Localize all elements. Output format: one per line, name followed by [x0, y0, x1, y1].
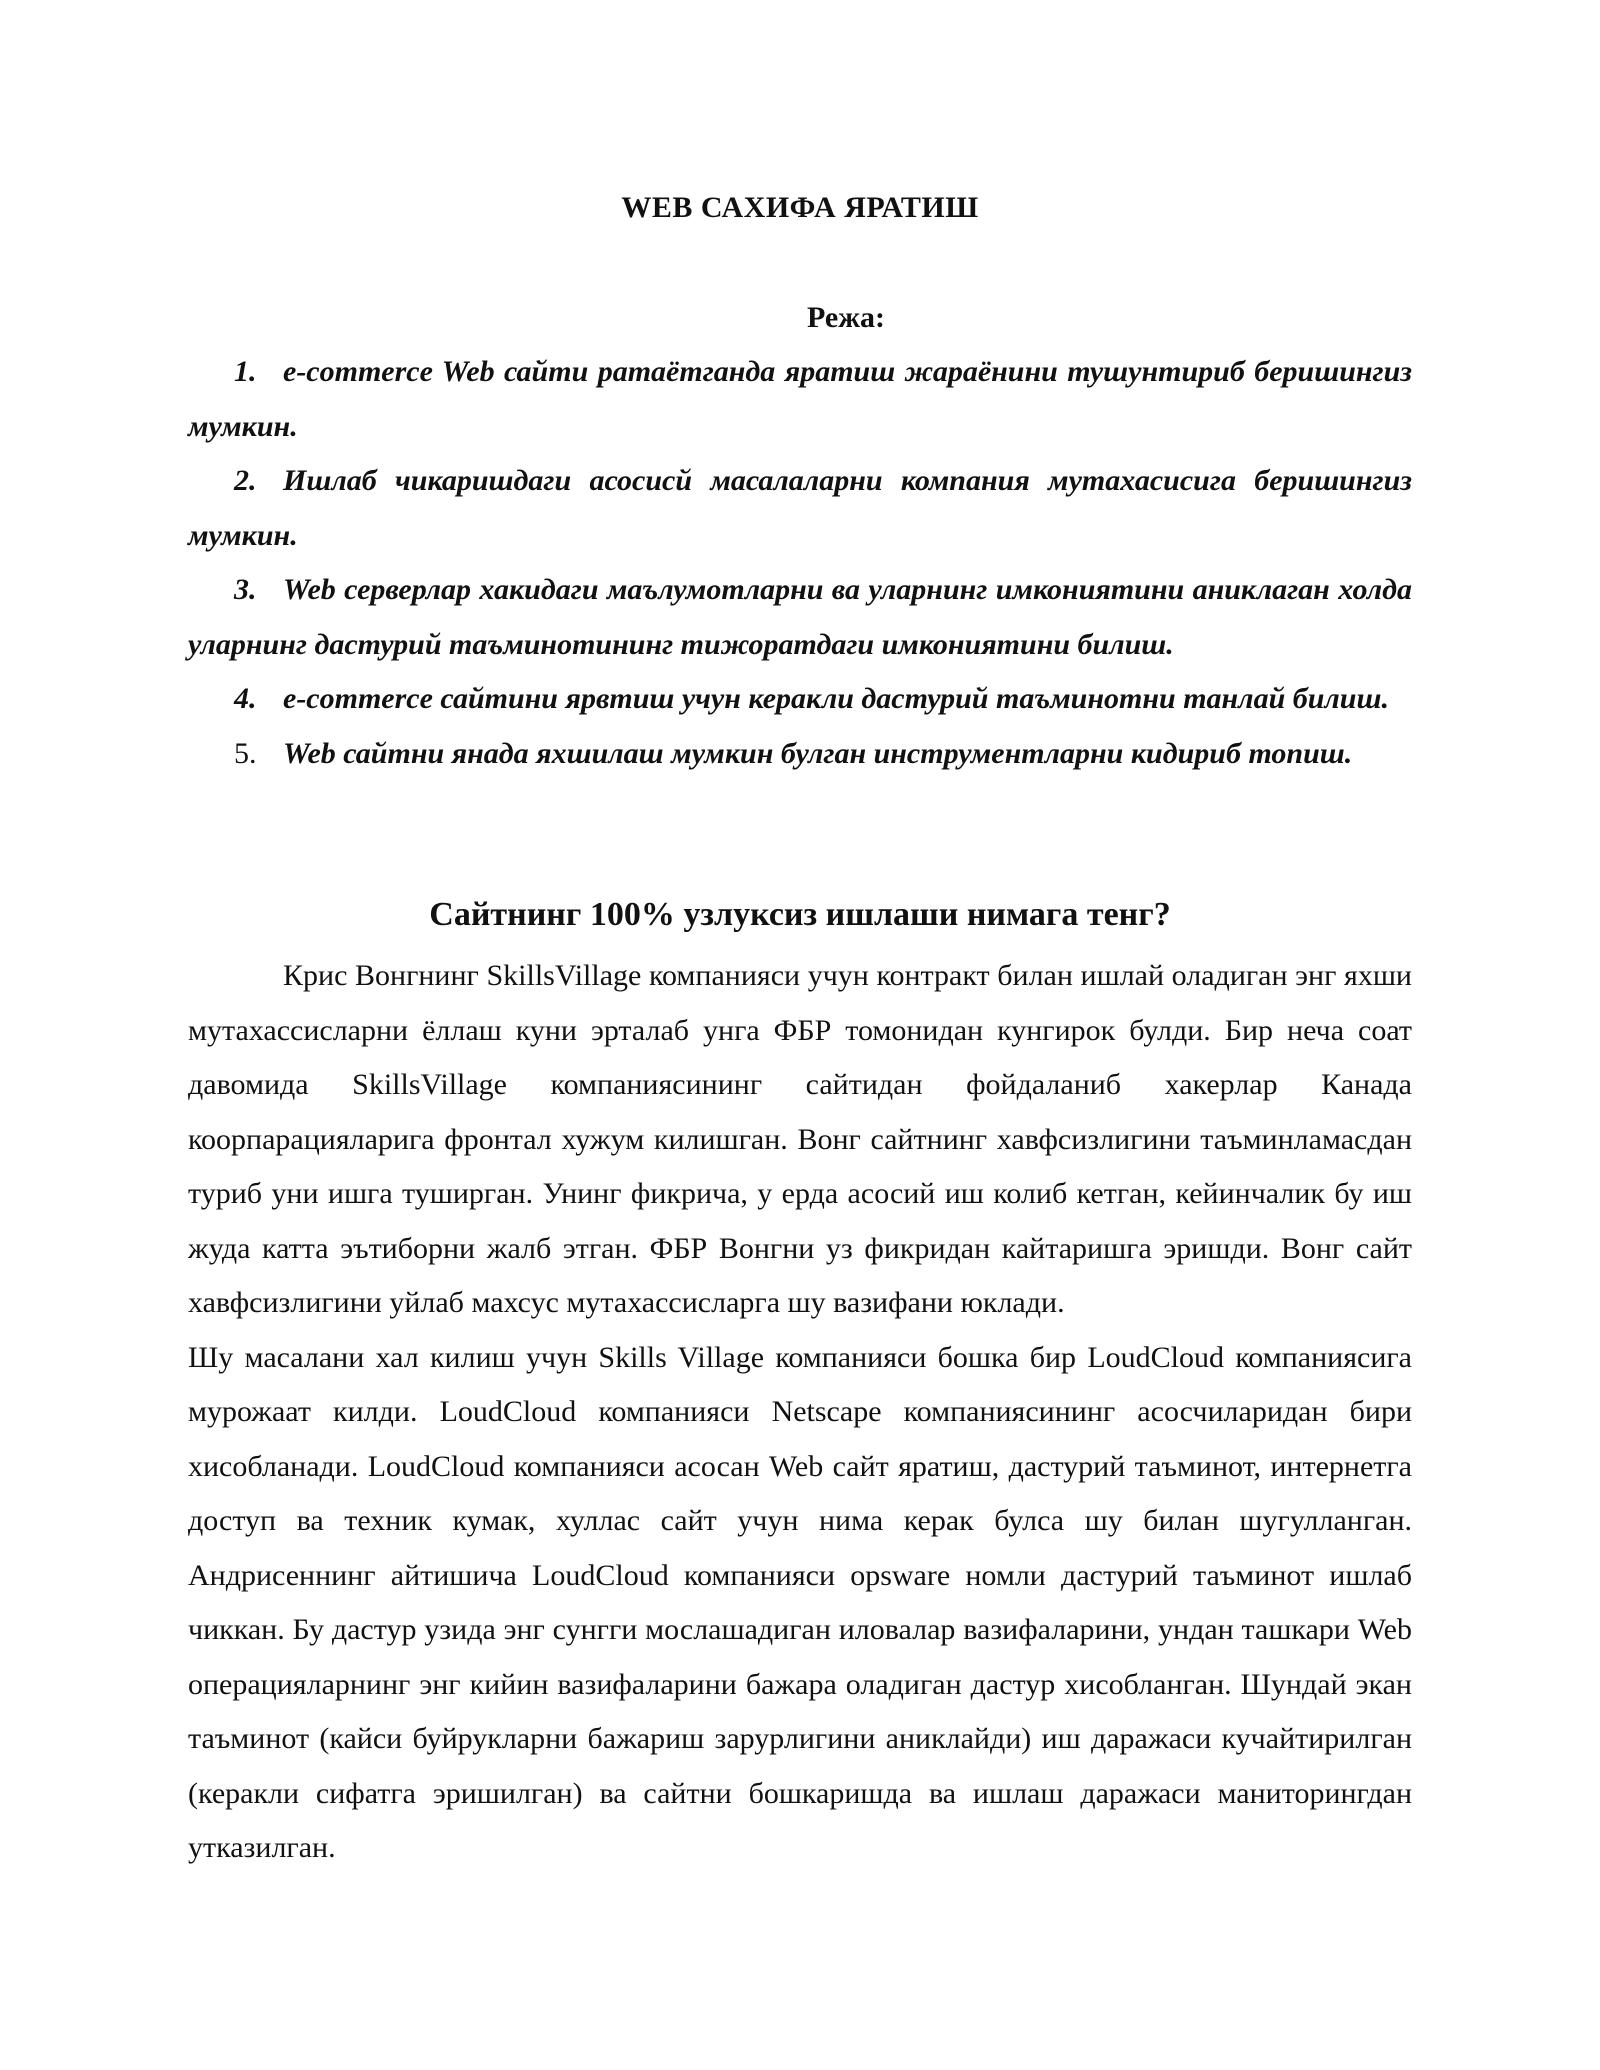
- body-text: [188, 949, 1412, 1876]
- plan-item-number: 3.: [234, 573, 257, 606]
- plan-item: [188, 727, 1412, 782]
- plan-item-text: e-commerce Web сайти ратаётганда яратиш жараёнини тушунтириб беришингиз мумкин.: [188, 355, 1412, 443]
- body-paragraph: Крис Вонгнинг SkillsVillage компанияси учун контракт билан ишлай оладиган энг яхши мутахассисларни ёллаш куни эрталаб унга ФБР томонидан кунгирок булди. Бир неча соат давомида SkillsVillage компаниясининг сайтидан фойдаланиб хакерлар Канада коорпарацияларига фронтал хужум килишган. Вонг сайтнинг хавфсизлигини таъминламасдан туриб уни ишга туширган. Унинг фикрича, у ерда асосий иш колиб кетган, кейинчалик бу иш жуда катта эътиборни жалб этган. ФБР Вонгни уз фикридан кайтаришга эришди. Вонг сайт хавфсизлигини уйлаб махсус мутахассисларга шу вазифани юклади.: [188, 959, 1412, 1319]
- section-heading: Сайтнинг 100% узлуксиз ишлаши нимага тенг?: [429, 896, 1171, 933]
- plan-item-text: Ишлаб чикаришдаги асосисй масалаларни компания мутахасисига беришингиз мумкин.: [188, 464, 1412, 552]
- plan-heading: Режа:: [807, 301, 885, 334]
- plan-item: [188, 454, 1412, 563]
- plan-item-number: 2.: [234, 464, 257, 497]
- plan-item-number: 1.: [234, 355, 257, 388]
- plan-item-number: 4.: [234, 682, 257, 715]
- body-paragraph: Шу масалани хал килиш учун Skills Village компанияси бошка бир LoudCloud компаниясига мурожаат килди. LoudCloud компанияси Netscape компаниясининг асосчиларидан бири хисобланади. LoudCloud компанияси асосан Web сайт яратиш, дастурий таъминот, интернетга доступ ва техник кумак, хуллас сайт учун нима керак булса шу билан шугулланган. Андрисеннинг айтишича LoudCloud компанияси opsware номли дастурий таъминот ишлаб чиккан. Бу дастур узида энг сунгги мослашадиган иловалар вазифаларини, ундан ташкари Web операцияларнинг энг кийин вазифаларини бажара оладиган дастур хисобланган. Шундай экан таъминот (кайси буйрукларни бажариш зарурлигини аниклайди) иш даражаси кучайтирилган (керакли сифатга эришилган) ва сайтни бошкаришда ва ишлаш даражаси маниторингдан утказилган.: [188, 1340, 1412, 1864]
- plan-item-text: e-commerce сайтини ярвтиш учун керакли дастурий таъминотни танлай билиш.: [283, 682, 1389, 715]
- plan-item: [188, 672, 1412, 727]
- plan-item: [188, 563, 1412, 672]
- plan-item-text: Web сайтни янада яхшилаш мумкин булган инструментларни кидириб топиш.: [283, 736, 1353, 770]
- plan-item-text: Web серверлар хакидаги маълумотларни ва уларнинг имкониятини аниклаган холда уларнинг дастурий таъминотининг тижоратдаги имкониятини билиш.: [188, 573, 1412, 661]
- document-title: WEB САХИФА ЯРАТИШ: [621, 191, 979, 224]
- plan-list: [188, 345, 1412, 781]
- plan-item-number: 5.: [234, 736, 257, 770]
- plan-item: [188, 345, 1412, 454]
